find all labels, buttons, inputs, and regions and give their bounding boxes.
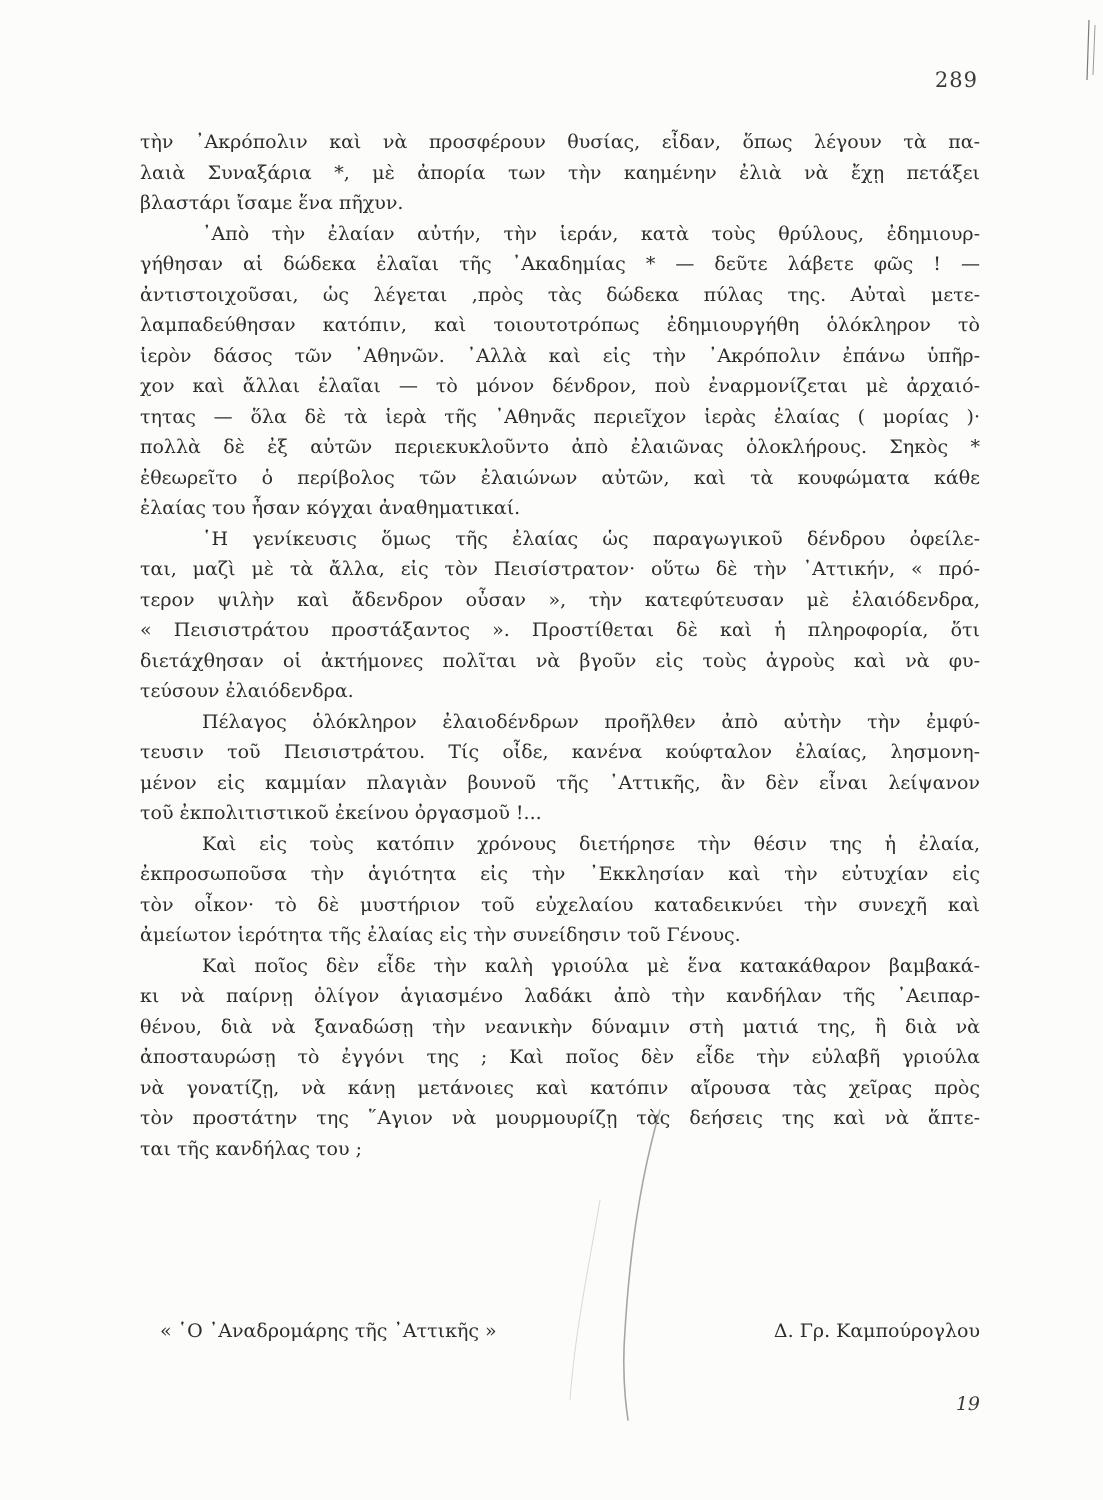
attribution xyxy=(160,1320,980,1352)
text-line: ἀποσταυρώσῃ τὸ ἐγγόνι της ; Καὶ ποῖος δὲν εἶδε τὴν εὐλαβῆ γριούλα xyxy=(140,1046,980,1068)
text-line: μένον εἰς καμμίαν πλαγιὰν βουνοῦ τῆς ᾿Αττικῆς, ἂν δὲν εἶναι λείψανον xyxy=(140,771,980,794)
source-title: « ῾Ο ᾿Αναδρομάρης τῆς ᾿Αττικῆς » xyxy=(160,1320,497,1342)
text-line: θένου, διὰ νὰ ξαναδώσῃ τὴν νεανικὴν δύναμιν στὴ ματιά της, ἢ διὰ νὰ xyxy=(140,1015,980,1038)
text-line: ἀντιστοιχοῦσαι, ὡς λέγεται ,πρὸς τὰς δώδεκα πύλας της. Αὐταὶ μετε- xyxy=(140,283,980,306)
text-line: τὴν ᾿Ακρόπολιν καὶ νὰ προσφέρουν θυσίας, εἶδαν, ὅπως λέγουν τὰ πα- xyxy=(140,131,980,153)
text-line: Πέλαγος ὁλόκληρον ἐλαιοδένδρων προῆλθεν ἀπὸ αὐτὴν τὴν ἐμφύ- xyxy=(202,710,980,733)
page-number: 289 xyxy=(934,68,978,92)
text-line: λαμπαδεύθησαν κατόπιν, καὶ τοιουτοτρόπως ἐδημιουργήθη ὁλόκληρον τὸ xyxy=(140,314,980,336)
signature-mark: 19 xyxy=(955,1393,980,1415)
text-line: πολλὰ δὲ ἐξ αὐτῶν περιεκυκλοῦντο ἀπὸ ἐλαιῶνας ὁλοκλήρους. Σηκὸς * xyxy=(140,436,980,458)
text-line: Καὶ ποῖος δὲν εἶδε τὴν καλὴ γριούλα μὲ ἕνα κατακάθαρον βαμβακά- xyxy=(202,954,980,977)
text-line: ᾿Απὸ τὴν ἐλαίαν αὐτήν, τὴν ἱεράν, κατὰ τοὺς θρύλους, ἐδημιουρ- xyxy=(202,222,980,245)
text-line: νὰ γονατίζῃ, νὰ κάνῃ μετάνοιες καὶ κατόπιν αἴρουσα τὰς χεῖρας πρὸς xyxy=(140,1076,980,1099)
text-line: ἱερὸν δάσος τῶν ᾿Αθηνῶν. ᾿Αλλὰ καὶ εἰς τὴν ᾿Ακρόπολιν ἐπάνω ὑπῆρ- xyxy=(140,344,980,367)
text-line: ῾Η γενίκευσις ὅμως τῆς ἐλαίας ὡς παραγωγικοῦ δένδρου ὀφείλε- xyxy=(202,527,980,550)
text-line: ἐθεωρεῖτο ὁ περίβολος τῶν ἐλαιώνων αὐτῶν, καὶ τὰ κουφώματα κάθε xyxy=(140,466,980,489)
text-line: ται τῆς κανδήλας του ; xyxy=(140,1137,362,1160)
text-line: βλαστάρι ἴσαμε ἕνα πῆχυν. xyxy=(140,192,404,214)
text-line: τὸν προστάτην της ῞Αγιον νὰ μουρμουρίζῃ τὰς δεήσεις της καὶ νὰ ἅπτε- xyxy=(140,1107,980,1129)
text-line: « Πεισιστράτου προστάξαντος ». Προστίθεται δὲ καὶ ἡ πληροφορία, ὅτι xyxy=(140,619,980,641)
text-line: διετάχθησαν οἱ ἀκτήμονες πολῖται νὰ βγοῦν εἰς τοὺς ἀγροὺς καὶ νὰ φυ- xyxy=(140,649,980,672)
text-line: Καὶ εἰς τοὺς κατόπιν χρόνους διετήρησε τὴν θέσιν της ἡ ἐλαία, xyxy=(202,832,980,855)
text-line: τεύσουν ἐλαιόδενδρα. xyxy=(140,680,354,702)
body-text xyxy=(140,127,980,1164)
text-line: ἀμείωτον ἱερότητα τῆς ἐλαίας εἰς τὴν συνείδησιν τοῦ Γένους. xyxy=(140,924,741,946)
text-line: τευσιν τοῦ Πεισιστράτου. Τίς οἶδε, κανένα κούφταλον ἐλαίας, λησμονη- xyxy=(140,741,980,763)
text-line: κι νὰ παίρνῃ ὀλίγον ἁγιασμένο λαδάκι ἀπὸ τὴν κανδήλαν τῆς ᾿Αειπαρ- xyxy=(140,985,980,1007)
text-line: λαιὰ Συναξάρια *, μὲ ἀπορία των τὴν καημένην ἐλιὰ νὰ ἔχῃ πετάξει xyxy=(140,161,980,184)
text-line: ἐλαίας του ἦσαν κόγχαι ἀναθηματικαί. xyxy=(140,497,521,519)
text-line: γήθησαν αἱ δώδεκα ἐλαῖαι τῆς ᾿Ακαδημίας * — δεῦτε λάβετε φῶς ! — xyxy=(140,253,980,275)
text-line: ται, μαζὶ μὲ τὰ ἄλλα, εἰς τὸν Πεισίστρατον· οὕτω δὲ τὴν ᾿Αττικήν, « πρό- xyxy=(140,558,980,580)
text-line: τοῦ ἐκπολιτιστικοῦ ἐκείνου ὀργασμοῦ !... xyxy=(140,802,542,824)
edge-mark-decoration xyxy=(1085,20,1099,80)
author-name: Δ. Γρ. Καμπούρογλου xyxy=(773,1320,980,1342)
text-line: τερον ψιλὴν καὶ ἄδενδρον οὖσαν », τὴν κατεφύτευσαν μὲ ἐλαιόδενδρα, xyxy=(140,588,980,611)
text-line: τὸν οἶκον· τὸ δὲ μυστήριον τοῦ εὐχελαίου καταδεικνύει τὴν συνεχῆ καὶ xyxy=(140,893,980,916)
text-line: τητας — ὅλα δὲ τὰ ἱερὰ τῆς ᾿Αθηνᾶς περιεῖχον ἱερὰς ἐλαίας ( μορίας )· xyxy=(140,405,980,428)
text-line: ἐκπροσωποῦσα τὴν ἁγιότητα εἰς τὴν ᾿Εκκλησίαν καὶ τὴν εὐτυχίαν εἰς xyxy=(140,863,980,885)
text-line: χον καὶ ἄλλαι ἐλαῖαι — τὸ μόνον δένδρον, ποὺ ἐναρμονίζεται μὲ ἀρχαιό- xyxy=(140,375,980,397)
